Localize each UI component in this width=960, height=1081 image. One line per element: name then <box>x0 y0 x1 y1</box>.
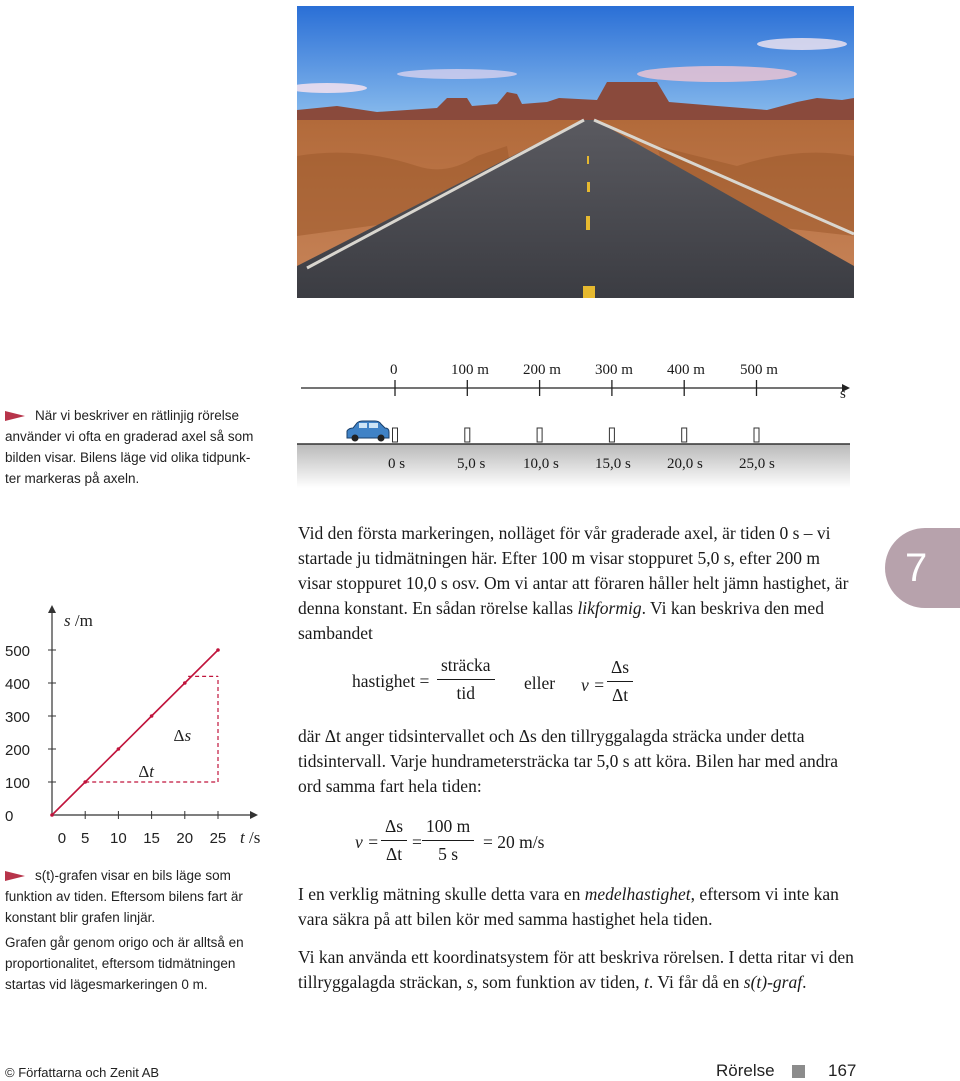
formula2-delta-t: Δt <box>385 844 403 864</box>
formula2-denominator: 5 s <box>438 844 459 864</box>
p4-text-d: . <box>802 972 807 992</box>
data-point <box>216 648 220 652</box>
formula1-or: eller <box>524 673 556 693</box>
axis-unit-label: s <box>840 386 846 402</box>
formula1-delta-t: Δt <box>611 685 629 705</box>
data-point <box>117 747 121 751</box>
paragraph-4 <box>298 945 858 995</box>
data-point <box>183 681 187 685</box>
position-label-500: 500 m <box>740 362 778 378</box>
formula2-numerator: 100 m <box>422 816 474 841</box>
st-graph <box>0 600 280 850</box>
formula-velocity-definition <box>352 655 772 715</box>
footer-copyright: © Författarna och Zenit AB <box>5 1065 160 1080</box>
caption-axis-text: När vi beskriver en rätlinjig rörelse använder vi ofta en graderad axel så som bilden visar. Bilens läge vid olika tidpunk-ter markeras på axeln. <box>5 408 254 486</box>
bullet-arrow-icon <box>5 871 25 881</box>
y-axis-label: s /m <box>64 611 93 630</box>
delta-s-label: Δs <box>173 725 192 745</box>
axis-labels <box>297 358 857 488</box>
caption-graph <box>5 865 270 928</box>
formula2-v: v = <box>355 832 379 852</box>
y-axis-arrowhead <box>48 605 56 613</box>
x-tick-label: 0 <box>57 830 67 847</box>
p4-text-a: Vi kan använda ett koordinatsystem för att beskriva rörelsen. I detta ritar vi den tillryggalagda sträckan, <box>298 947 854 992</box>
caption-origin: Grafen går genom origo och är alltså en proportionalitet, eftersom tidmätningen startas vid lägesmarkeringen 0 m. <box>5 935 244 992</box>
x-tick-label: 25 <box>209 830 227 847</box>
position-label-400: 400 m <box>667 362 705 378</box>
footer-square-icon <box>792 1065 805 1078</box>
x-tick-label: 15 <box>143 830 160 847</box>
p1-text-b: . Vi kan beskriva den med sambandet <box>298 598 824 643</box>
position-label-200: 200 m <box>523 362 561 378</box>
p1-text-a: Vid den första markeringen, nolläget för vår graderade axel, är tiden 0 s – vi startade ju tidmätningen här. Efter 100 m visar stoppuret 5,0 s, efter 200 m visar stoppuret 10,0 s osv. Om vi antar att föraren håller helt jämn hastighet, är denna konstant. En sådan rörelse kallas <box>298 523 849 618</box>
x-tick-label: 5 <box>81 830 90 847</box>
formula1-v: v = <box>581 675 605 695</box>
x-axis-label: t /s <box>240 828 261 847</box>
p3-text-b: , eftersom vi inte kan vara säkra på att bilen kör med samma hastighet hela tiden. <box>298 884 839 929</box>
caption-axis <box>5 405 265 489</box>
caption-graph-text: s(t)-grafen visar en bils läge som funktion av tiden. Eftersom bilens fart är konstant blir grafen linjär. <box>5 868 243 925</box>
time-label-5: 5,0 s <box>457 456 486 472</box>
position-label-300: 300 m <box>595 362 633 378</box>
formula1-fraction-words <box>437 655 495 704</box>
y-tick-label: 100 <box>5 775 31 792</box>
p3-emphasis: medelhastighet <box>584 884 691 904</box>
p1-emphasis: likformig <box>577 598 642 618</box>
p4-emphasis-s: s <box>466 972 474 992</box>
formula1-delta-s: Δs <box>607 657 633 682</box>
time-label-0: 0 s <box>388 456 406 472</box>
data-point <box>50 813 54 817</box>
p3-text-a: I en verklig mätning skulle detta vara en <box>298 884 585 904</box>
formula2-fraction-delta <box>381 816 407 865</box>
time-label-25: 25,0 s <box>739 456 775 472</box>
formula2-fraction-values <box>422 816 474 865</box>
x-axis-arrowhead <box>250 811 258 819</box>
paragraph-1 <box>298 521 858 646</box>
y-tick-label: 0 <box>5 808 14 825</box>
y-tick-label: 200 <box>5 742 31 759</box>
chapter-number: 7 <box>905 546 928 590</box>
x-tick-label: 20 <box>176 830 194 847</box>
time-label-10: 10,0 s <box>523 456 559 472</box>
formula2-equals: = <box>412 832 422 852</box>
time-label-20: 20,0 s <box>667 456 703 472</box>
data-point <box>150 714 154 718</box>
formula2-result: = 20 m/s <box>483 832 545 852</box>
y-tick-label: 400 <box>5 676 31 693</box>
time-label-15: 15,0 s <box>595 456 631 472</box>
p4-text-c: . Vi får då en <box>648 972 744 992</box>
formula1-fraction-delta <box>607 657 633 706</box>
footer-page-number: 167 <box>828 1061 857 1080</box>
formula-speed-calculation <box>355 816 675 876</box>
footer-section: Rörelse <box>716 1061 775 1080</box>
formula1-lhs: hastighet = <box>352 671 430 691</box>
paragraph-3 <box>298 882 858 932</box>
formula1-numerator: sträcka <box>437 655 495 680</box>
p4-emphasis-graph: s(t)-graf <box>743 972 803 992</box>
position-label-0: 0 <box>390 362 398 378</box>
x-tick-label: 10 <box>110 830 127 847</box>
formula1-denominator: tid <box>456 683 476 703</box>
p4-emphasis-t: t <box>644 972 649 992</box>
data-line <box>52 650 218 815</box>
position-label-100: 100 m <box>451 362 489 378</box>
formula2-delta-s: Δs <box>381 816 407 841</box>
delta-t-label: Δt <box>138 762 154 781</box>
bullet-arrow-icon <box>5 411 25 421</box>
paragraph-2: där Δt anger tidsintervallet och Δs den tillryggalagda sträcka under detta tidsintervall. Varje hundrametersträcka tar 5,0 s att köra. Bilen har med andra ord samma fart hela tiden: <box>298 726 839 796</box>
y-tick-label: 300 <box>5 709 31 726</box>
p4-text-b: , som funktion av tiden, <box>473 972 645 992</box>
desert-road-photo <box>297 6 854 298</box>
y-tick-label: 500 <box>5 643 31 660</box>
